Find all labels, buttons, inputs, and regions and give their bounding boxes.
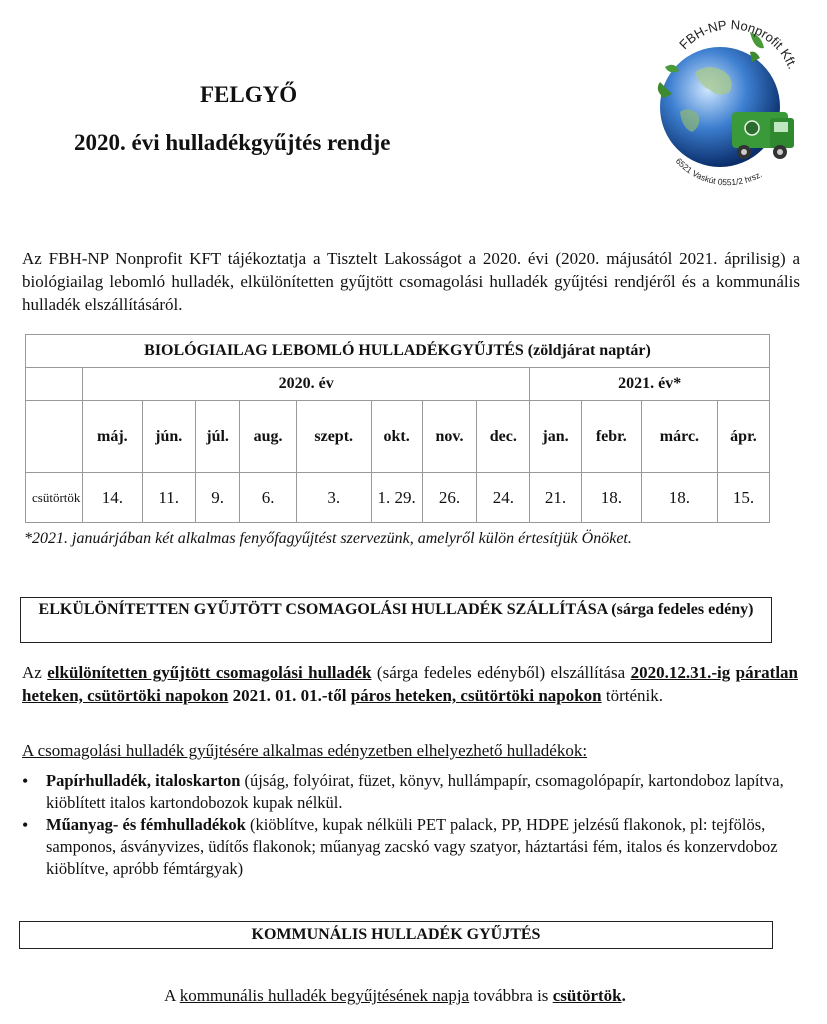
even-weeks: páros heteken, csütörtöki napokon	[350, 686, 602, 705]
calendar-corner	[26, 368, 83, 401]
calendar-title: BIOLÓGIAILAG LEBOMLÓ HULLADÉKGYŰJTÉS (zöldjárat naptár)	[26, 335, 770, 368]
month-header: máj.	[83, 401, 143, 473]
collection-day: 11.	[142, 473, 195, 523]
logo-company-name: FBH-NP Nonprofit Kft.	[676, 17, 801, 72]
communal-paragraph	[0, 986, 790, 1006]
month-header: febr.	[581, 401, 641, 473]
month-header: szept.	[296, 401, 371, 473]
month-header: nov.	[422, 401, 477, 473]
month-header: júl.	[195, 401, 240, 473]
collection-day: 18.	[581, 473, 641, 523]
packaging-term: elkülönítetten gyűjtött csomagolási hulladék	[47, 663, 372, 682]
collection-day: 14.	[83, 473, 143, 523]
globe-with-garbage-truck-icon	[640, 12, 820, 192]
collection-day: 9.	[195, 473, 240, 523]
item-text: (újság, folyóirat, füzet, könyv, hullámpapír, csomagolópapír, kartondoboz lapítva, kiöblített italos kartondobozok kupak nélkül.	[46, 771, 784, 812]
logo-address: 6521 Vaskút 0551/2 hrsz.	[673, 155, 764, 188]
odd-weeks: páratlan heteken, csütörtöki napokon	[22, 663, 798, 705]
month-header: dec.	[477, 401, 530, 473]
packaging-schedule-paragraph	[22, 661, 798, 707]
packaging-section-title: ELKÜLÖNÍTETTEN GYŰJTÖTT CSOMAGOLÁSI HULLADÉK SZÁLLÍTÁSA (sárga fedeles edény)	[20, 597, 772, 643]
calendar-year-2021: 2021. év*	[530, 368, 770, 401]
bullet-icon: •	[22, 815, 29, 835]
page-title: FELGYŐ	[200, 82, 298, 107]
text: .	[621, 986, 626, 1005]
collection-day: 15.	[717, 473, 769, 523]
collection-day: 24.	[477, 473, 530, 523]
month-header: jan.	[530, 401, 581, 473]
collection-day: 18.	[641, 473, 717, 523]
from-date: 2021. 01. 01.-től	[228, 686, 351, 705]
item-text: (kiöblítve, kupak nélküli PET palack, PP, HDPE jelzésű flakonok, pl: tejfölös, samponos, ásványvizes, üdítős flakonok; műanyag zacskó vagy szatyor, háztartási fém, italos és konzervdoboz kiöblítve, apróbb fémtárgyak)	[46, 815, 778, 878]
collection-day: 26.	[422, 473, 477, 523]
text: Az	[22, 663, 48, 682]
footnote: *2021. januárjában két alkalmas fenyőfagyűjtést szervezünk, amelyről külön értesítjük Önöket.	[24, 530, 632, 547]
collection-day: 6.	[240, 473, 296, 523]
month-header: márc.	[641, 401, 717, 473]
green-collection-calendar	[25, 334, 770, 523]
month-header: ápr.	[717, 401, 769, 473]
cutoff-date: 2020.12.31.-ig	[630, 663, 731, 682]
item-title: Papírhulladék, italoskarton	[46, 771, 241, 790]
bullet-icon: •	[22, 771, 29, 791]
intro-paragraph: Az FBH-NP Nonprofit KFT tájékoztatja a Tisztelt Lakosságot a 2020. évi (2020. májusától 2021. áprilisig) a biológiailag lebomló hulladék, elkülönítetten gyűjtött csomagolási hulladék gyűjtési rendjéről és a kommunális hulladék elszállításáról.	[22, 249, 800, 314]
text: továbbra is	[469, 986, 553, 1005]
list-item	[18, 770, 808, 814]
collection-day: 3.	[296, 473, 371, 523]
month-header: jún.	[142, 401, 195, 473]
item-title: Műanyag- és fémhulladékok	[46, 815, 246, 834]
collection-day: 21.	[530, 473, 581, 523]
text: A	[164, 986, 180, 1005]
communal-term: kommunális hulladék begyűjtésének napja	[179, 986, 470, 1005]
page-subtitle: 2020. évi hulladékgyűjtés rendje	[74, 130, 391, 155]
month-header: aug.	[240, 401, 296, 473]
list-item	[18, 814, 808, 880]
communal-section-title: KOMMUNÁLIS HULLADÉK GYŰJTÉS	[19, 921, 773, 949]
calendar-year-2020: 2020. év	[83, 368, 530, 401]
company-logo	[640, 12, 820, 192]
collection-day: 1. 29.	[371, 473, 422, 523]
text: történik.	[601, 686, 664, 705]
calendar-month-corner	[26, 401, 83, 473]
month-header: okt.	[371, 401, 422, 473]
list-intro: A csomagolási hulladék gyűjtésére alkalmas edényzetben elhelyezhető hulladékok:	[22, 741, 588, 760]
collection-weekday: csütörtök	[552, 986, 622, 1005]
row-label-weekday: csütörtök	[26, 473, 83, 523]
text: (sárga fedeles edényből) elszállítása	[371, 663, 631, 682]
accepted-waste-list	[18, 770, 808, 880]
